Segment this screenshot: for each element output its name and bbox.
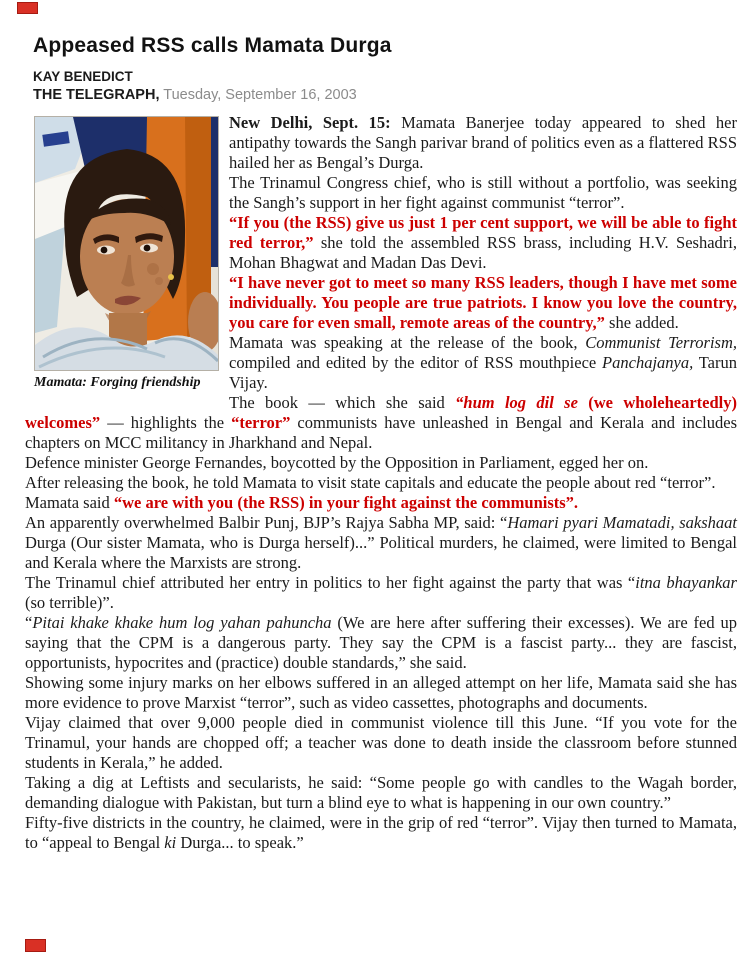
- article-header: [0, 0, 751, 103]
- text-segment: Taking a dig at Leftists and secularists, he said: “Some people go with candles to the Wagah border, demanding dialogue with Pakistan, but turn a blind eye to what is happening in our own country.”: [25, 773, 737, 812]
- article-paragraph: [25, 613, 737, 673]
- text-segment: Showing some injury marks on her elbows suffered in an alleged attempt on her life, Mamata said she has more evidence to prove Marxist “terror”, such as video cassettes, photographs and documents.: [25, 673, 737, 712]
- text-segment: Durga (Our sister Mamata, who is Durga herself)...” Political murders, he claimed, were limited to Bengal and Kerala where the Marxists are strong.: [25, 533, 737, 572]
- red-quote-segment: “If you (the RSS) give us just 1 per cent support, we will be able to fight red terror,”: [229, 213, 737, 252]
- text-segment: she added.: [609, 313, 679, 332]
- broken-image-icon-top: [17, 2, 38, 14]
- byline-source-date: [33, 87, 737, 103]
- text-segment: Durga... to speak.”: [176, 833, 304, 852]
- text-segment: New Delhi, Sept. 15:: [229, 113, 402, 132]
- article-paragraph: [25, 773, 737, 813]
- text-segment: (so terrible)”.: [25, 593, 114, 612]
- text-segment: Pitai khake khake hum log yahan pahuncha: [32, 613, 332, 632]
- text-segment: communists have unleashed in Bengal and Kerala and includes chapters on MCC militancy in Jharkhand and Nepal.: [25, 413, 738, 452]
- text-segment: An apparently overwhelmed Balbir Punj, BJP’s Rajya Sabha MP, said: “: [25, 513, 508, 532]
- byline-author: KAY BENEDICT: [33, 69, 133, 84]
- text-segment: The Trinamul chief attributed her entry in politics to her fight against the party that was “: [25, 573, 636, 592]
- text-segment: Hamari pyari Mamatadi, sakshaat: [507, 513, 737, 532]
- text-segment: Mamata said: [25, 493, 114, 512]
- article-paragraph: [25, 453, 737, 473]
- article-paragraph: [25, 813, 737, 853]
- text-segment: The book — which she said: [229, 393, 456, 412]
- text-segment: — highlights the: [100, 413, 232, 432]
- text-segment: Communist Terrorism,: [585, 333, 738, 352]
- text-segment: Panchajanya,: [602, 353, 694, 372]
- article-date: Tuesday, September 16, 2003: [159, 87, 357, 103]
- red-quote-segment: “hum log dil se: [455, 393, 589, 412]
- red-quote-segment: “we are with you (the RSS) in your fight against the communists”.: [113, 493, 579, 512]
- article-paragraph: [25, 673, 737, 713]
- text-segment: Vijay claimed that over 9,000 people died in communist violence till this June. “If you vote for the Trinamul, your hands are chopped off; a teacher was done to death inside the classroom before stunned students in Kerala,” he added.: [25, 713, 737, 772]
- article-paragraph: [25, 473, 737, 493]
- text-segment: Tarun Vijay.: [229, 353, 737, 392]
- text-segment: “: [25, 613, 33, 632]
- article-body: [25, 113, 737, 853]
- text-segment: Mamata was speaking at the release of the book,: [229, 333, 586, 352]
- red-quote-segment: “terror”: [231, 413, 291, 432]
- red-quote-segment: “I have never got to meet so many RSS leaders, though I have met some individually. You people are true patriots. I know you love the country, you care for even small, remote areas of the country,”: [229, 273, 737, 332]
- article-paragraph: [25, 513, 737, 573]
- article-paragraph: [25, 393, 737, 453]
- text-segment: The Trinamul Congress chief, who is still without a portfolio, was seeking the Sangh’s support in her fight against communist “terror”.: [229, 173, 737, 212]
- article-paragraph: [25, 493, 737, 513]
- text-segment: Defence minister George Fernandes, boycotted by the Opposition in Parliament, egged her on.: [25, 453, 649, 472]
- text-segment: (We are here after suffering their excesses). We are fed up saying that the CPM is a dangerous party. They say the CPM is a fascist party... they are fascist, opportunists, hypocrites and (practice) double standards,” she said.: [25, 613, 737, 672]
- photo-caption: Mamata: Forging friendship: [34, 375, 201, 390]
- broken-image-icon-bottom: [25, 939, 46, 952]
- text-segment: Fifty-five districts in the country, he claimed, were in the grip of red “terror”. Vijay then turned to Mamata, to “appeal to Bengal: [25, 813, 737, 852]
- mamata-photo: [34, 116, 219, 371]
- red-quote-segment: (we wholeheartedly) welcomes”: [25, 393, 737, 432]
- article-paragraph: [25, 573, 737, 613]
- text-segment: Mamata Banerjee today appeared to shed her antipathy towards the Sangh parivar brand of politics even as a flattered RSS hailed her as Bengal’s Durga.: [229, 113, 737, 172]
- photo-figure: [34, 116, 217, 393]
- text-segment: itna bhayankar: [635, 573, 737, 592]
- source-name: THE TELEGRAPH,: [33, 87, 160, 103]
- page-title: Appeased RSS calls Mamata Durga: [33, 34, 392, 57]
- article-paragraph: [25, 713, 737, 773]
- text-segment: After releasing the book, he told Mamata to visit state capitals and educate the people about red “terror”.: [25, 473, 716, 492]
- text-segment: ki: [164, 833, 177, 852]
- text-segment: she told the assembled RSS brass, including H.V. Seshadri, Mohan Bhagwat and Madan Das Devi.: [229, 233, 737, 272]
- text-segment: compiled and edited by the editor of RSS mouthpiece: [229, 353, 603, 372]
